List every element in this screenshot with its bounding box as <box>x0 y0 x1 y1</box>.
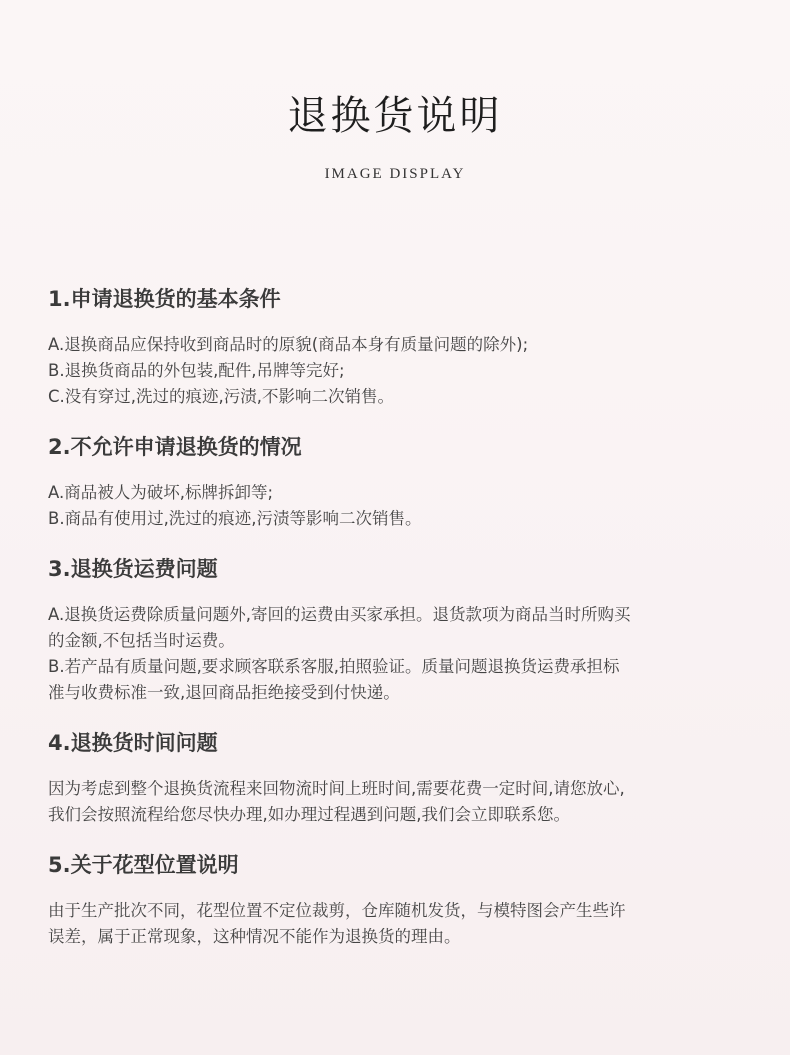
section-line: 误差，属于正常现象，这种情况不能作为退换货的理由。 <box>48 927 461 946</box>
section-shipping-fee <box>48 552 748 706</box>
section-pattern-position <box>48 848 748 950</box>
section-line: 因为考虑到整个退换货流程来回物流时间上班时间,需要花费一定时间,请您放心, <box>48 779 625 798</box>
section-line: B.退换货商品的外包装,配件,吊牌等完好; <box>48 361 345 380</box>
page-subtitle: IMAGE DISPLAY <box>324 166 466 182</box>
section-line: B.若产品有质量问题,要求顾客联系客服,拍照验证。质量问题退换货运费承担标 <box>48 657 620 676</box>
page-title: 退换货说明 <box>287 93 503 139</box>
section-time <box>48 726 748 828</box>
section-line: 准与收费标准一致,退回商品拒绝接受到付快递。 <box>48 683 400 702</box>
section-line: 的金额,不包括当时运费。 <box>48 631 235 650</box>
header <box>0 88 790 183</box>
section-line: C.没有穿过,洗过的痕迹,污渍,不影响二次销售。 <box>48 387 395 406</box>
section-line: 我们会按照流程给您尽快办理,如办理过程遇到问题,我们会立即联系您。 <box>48 805 570 824</box>
section-title: 4.退换货时间问题 <box>48 731 218 755</box>
section-title: 5.关于花型位置说明 <box>48 853 239 877</box>
section-basic-conditions <box>48 282 748 410</box>
policy-content <box>48 282 748 970</box>
section-line: B.商品有使用过,洗过的痕迹,污渍等影响二次销售。 <box>48 509 422 528</box>
section-title: 2.不允许申请退换货的情况 <box>48 435 302 459</box>
section-title: 3.退换货运费问题 <box>48 557 218 581</box>
section-title: 1.申请退换货的基本条件 <box>48 287 281 311</box>
section-line: A.商品被人为破坏,标牌拆卸等; <box>48 483 274 502</box>
section-line: 由于生产批次不同，花型位置不定位裁剪，仓库随机发货，与模特图会产生些许 <box>48 901 626 920</box>
section-line: A.退换商品应保持收到商品时的原貌(商品本身有质量问题的除外); <box>48 335 529 354</box>
section-line: A.退换货运费除质量问题外,寄回的运费由买家承担。退货款项为商品当时所购买 <box>48 605 631 624</box>
section-not-allowed <box>48 430 748 532</box>
